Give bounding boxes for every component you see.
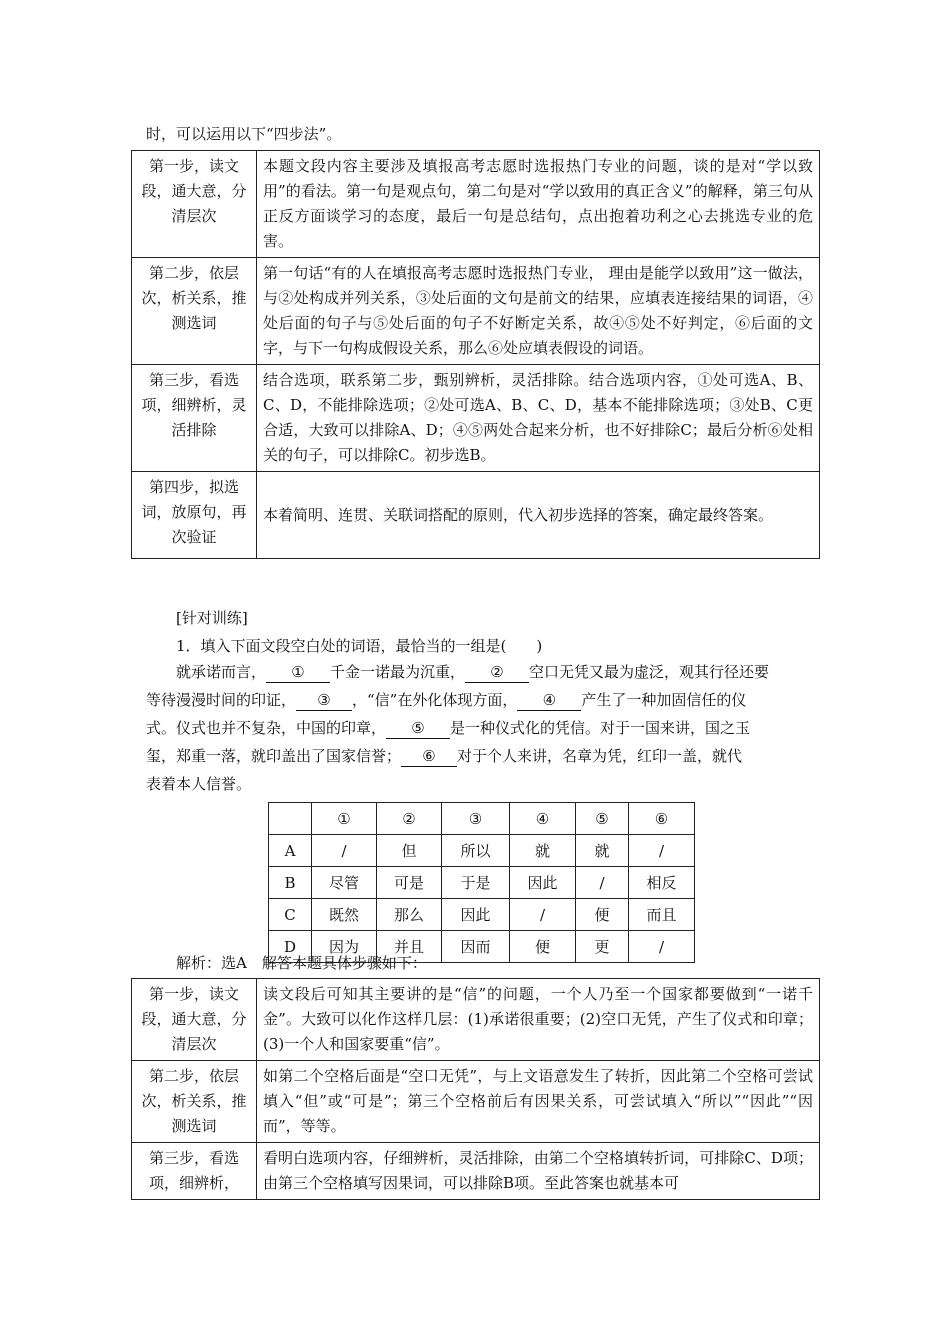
table-cell: 更 (576, 931, 629, 963)
header-cell: ① (312, 803, 377, 835)
table-cell: 因此 (510, 867, 576, 899)
header-cell (269, 803, 312, 835)
steps-table-1 (131, 150, 820, 559)
passage-line (146, 716, 826, 741)
table-row (132, 979, 820, 1061)
header-cell: ⑤ (576, 803, 629, 835)
passage-text: 等待漫漫时间的印证， (146, 691, 297, 709)
blank-6: ⑥ (401, 746, 457, 767)
step-label: 第二步，依层次，析关系，推测选词 (132, 1061, 257, 1143)
passage (146, 660, 826, 797)
table-cell: 相反 (629, 867, 695, 899)
table-cell: 因为 (312, 931, 377, 963)
table-row (132, 472, 820, 559)
table-row (132, 1143, 820, 1200)
passage-text: 是一种仪式化的凭信。对于一国来讲，国之玉 (450, 719, 751, 737)
table-cell: 但 (377, 835, 442, 867)
header-cell: ② (377, 803, 442, 835)
step-content: 读文段后可知其主要讲的是“信”的问题，一个人乃至一个国家都要做到“一诺千金”。大致可以化作这样几层：(1)承诺很重要；(2)空口无凭，产生了仪式和印章；(3)一个人和国家要重“信”。 (257, 979, 820, 1061)
table-cell: 那么 (377, 899, 442, 931)
table-cell: 于是 (442, 867, 510, 899)
passage-line (146, 688, 826, 713)
table-cell: / (629, 931, 695, 963)
step-content: 本着简明、连贯、关联词搭配的原则，代入初步选择的答案，确定最终答案。 (257, 472, 820, 559)
step-content: 结合选项，联系第二步，甄别辨析，灵活排除。结合选项内容，①处可选A、B、C、D，不能排除选项；②处可选A、B、C、D，基本不能排除选项；③处B、C更合适，大致可以排除A、D；④⑤两处合起来分析，也不好排除C；最后分析⑥处相关的句子，可以排除C。初步选B。 (257, 365, 820, 472)
table-row (269, 899, 695, 931)
step-label: 第一步，读文段，通大意，分清层次 (132, 151, 257, 258)
passage-text: 对于个人来讲，名章为凭，红印一盖，就代 (457, 747, 743, 765)
choices-table (268, 802, 695, 963)
option-letter: A (269, 835, 312, 867)
header-cell: ⑥ (629, 803, 695, 835)
table-row (132, 151, 820, 258)
table-row (132, 258, 820, 365)
question-text: 1．填入下面文段空白处的词语，最恰当的一组是( ) (176, 637, 543, 655)
option-letter: D (269, 931, 312, 963)
passage-line (146, 660, 826, 685)
header-cell: ③ (442, 803, 510, 835)
table-cell: 并且 (377, 931, 442, 963)
table-header-row (269, 803, 695, 835)
table-row (132, 1061, 820, 1143)
table-cell: / (629, 835, 695, 867)
table-cell: 便 (576, 899, 629, 931)
option-letter: B (269, 867, 312, 899)
step-label: 第一步，读文段，通大意，分清层次 (132, 979, 257, 1061)
step-content: 第一句话“有的人在填报高考志愿时选报热门专业， 理由是能学以致用”这一做法，与②处构成并列关系，③处后面的文句是前文的结果，应填表连接结果的词语，④处后面的句子与⑤处后面的句子不好断定关系，故④⑤处不好判定，⑥后面的文字，与下一句构成假设关系，那么⑥处应填表假设的词语。 (257, 258, 820, 365)
blank-3: ③ (296, 690, 352, 711)
table-cell: 尽管 (312, 867, 377, 899)
analysis-text: 解析：选A 解答本题具体步骤如下： (176, 954, 427, 972)
step-content: 看明白选项内容，仔细辨析，灵活排除，由第二个空格填转折词，可排除C、D项；由第三个空格填写因果词，可以排除B项。至此答案也就基本可 (257, 1143, 820, 1200)
table-cell: 就 (510, 835, 576, 867)
blank-4: ④ (517, 690, 581, 711)
step-label: 第三步，看选项，细辨析，灵活排除 (132, 365, 257, 472)
table-row (269, 867, 695, 899)
step-content: 本题文段内容主要涉及填报高考志愿时选报热门专业的问题，谈的是对“学以致用”的看法。第一句是观点句，第二句是对“学以致用的真正含义”的解释，第三句从正反方面谈学习的态度，最后一句是总结句，点出抱着功利之心去挑选专业的危害。 (257, 151, 820, 258)
table-row (132, 365, 820, 472)
blank-5: ⑤ (386, 718, 450, 739)
passage-text: 式。仪式也并不复杂，中国的印章， (146, 719, 387, 737)
intro-text: 时，可以运用以下“四步法”。 (146, 125, 342, 143)
table-cell: 便 (510, 931, 576, 963)
passage-line: 表着本人信誉。 (146, 775, 252, 793)
option-letter: C (269, 899, 312, 931)
table-row (269, 835, 695, 867)
table-cell: / (510, 899, 576, 931)
table-cell: / (576, 867, 629, 899)
passage-line (146, 744, 826, 769)
header-cell: ④ (510, 803, 576, 835)
passage-text: ，“信”在外化体现方面， (352, 691, 518, 709)
table-cell: 所以 (442, 835, 510, 867)
training-heading: [针对训练] (176, 609, 248, 627)
table-cell: 可是 (377, 867, 442, 899)
passage-text: 产生了一种加固信任的仪 (581, 691, 747, 709)
step-label: 第四步，拟选词，放原句，再次验证 (132, 472, 257, 559)
step-label: 第三步，看选项，细辨析， (132, 1143, 257, 1200)
table-cell: 因此 (442, 899, 510, 931)
table-cell: 因而 (442, 931, 510, 963)
table-cell: 既然 (312, 899, 377, 931)
blank-2: ② (465, 662, 529, 683)
table-cell: 而且 (629, 899, 695, 931)
passage-text: 空口无凭又最为虚泛，观其行径还要 (529, 663, 770, 681)
table-cell: 就 (576, 835, 629, 867)
step-label: 第二步，依层次，析关系，推测选词 (132, 258, 257, 365)
table-cell: / (312, 835, 377, 867)
steps-table-2 (131, 978, 820, 1200)
passage-text: 就承诺而言， (176, 663, 267, 681)
passage-text: 玺，郑重一落，就印盖出了国家信誉； (146, 747, 402, 765)
passage-text: 千金一诺最为沉重， (330, 663, 466, 681)
blank-1: ① (266, 662, 330, 683)
step-content: 如第二个空格后面是“空口无凭”，与上文语意发生了转折，因此第二个空格可尝试填入“但”或“可是”；第三个空格前后有因果关系，可尝试填入“所以”“因此”“因而”，等等。 (257, 1061, 820, 1143)
